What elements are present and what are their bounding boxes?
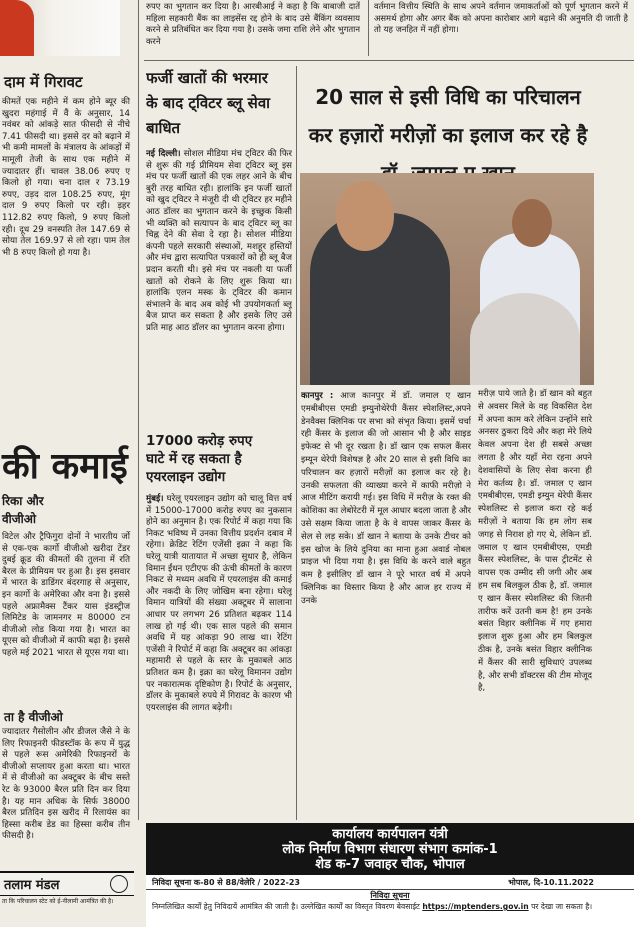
feature-col-2 [478,388,592,820]
tender-url[interactable]: https://mptenders.gov.in [422,902,529,911]
feature-body-1 [301,390,471,608]
twitter-dateline: नई दिल्ली। [146,149,181,159]
games-body: विटेल और ट्रैफिगुरा दोनों ने भारतीय र्जो से एक-एक कार्गो वीजीओ खरीदा टेंडर दुबई क्रूड की कीमतों की तुलना में रति बैरल के प्रीमियम पर हुआ है। इस इसवार में भारत के डाडिंगर बंदरगाह से अनुसार, इन कार्गो के अमेरिका और वना है। इससे पहले अफ्रामैक्स टैंकर यास इंडस्ट्रीज लिमिटेड के जामनगर म 80000 टन वीजीओ लोड किया गया है। भारत का यूएस को वीजीओ में काफी बढ़ा है। इससे पहले मई 2021 भारत से यूएस गया था। [2,532,130,658]
photo-attendant-head [512,199,552,247]
aviation-article [146,432,292,820]
twitter-headline: फर्जी खातों की भरमार के बाद ट्विटर ब्लू सेवा बाधित [146,69,271,137]
tender-notice [146,823,634,927]
tender-header [146,823,634,875]
top-rule [144,60,634,61]
twitter-body-text: सोशल मीडिया मंच ट्विटर की फिर से शुरू की गई प्रीमियम सेवा ट्विटर ब्लू इस मंच पर फर्जी खातों की एक लहर आने के बीच बुरी तरह बाधित रही। हालांकि इन फर्जी खातों को खुद ट्विटर ने मंजूरी दी थी ट्विटर हर महीने आठ डॉलर का भुगतान करने के इच्छुक किसी भी व्यक्ति को सत्यापन के बाद ट्विटर ब्लू का चिह्न देने की सेवा दे रहा है। सोशल मीडिया कंपनी पहले सरकारी संस्थाओं, मशहूर हस्तियों और मंच द्वारा सत्यापित पत्रकारों को ही ब्लू बैज प्रदान करती थी। इसे मंच पर नकली या फर्जी खातों को रोकने के लिए शुरू किया था। हालांकि एलन मस्क के ट्विटर की कमान संभालने के बाद अब कोई भी उपयोगकर्ता ब्लू बैज प्राप्त कर सकता है और इसके लिए उसे प्रति माह आठ डॉलर का भुगतान करना होगा। [146,149,292,333]
tender-notice-text [146,901,634,912]
banner-title: तलाम मंडल [4,878,60,893]
top-mid-text: रुपए का भुगतान कर दिया है। आरबीआई ने कहा है कि बाबाजी दातें महिला सहकारी बैंक का लाइसेंस रद्द होने के बाद उसे बैंकिंग व्यवसाय करने से प्रतिबंधित कर दिया गया है। उसके जमा राशि लेने और भुगतान करने [146,1,360,46]
inflation-headline: दाम में गिरावट [4,73,83,91]
aviation-body [146,494,292,714]
banner [0,871,134,896]
games-subhead: रिका और वीजीओ [2,494,44,526]
body-2: ज्यादातर गैसोलीन और डीजल जैसे ने के लिए रिफाइनरी फीडस्टॉक के रूप में युद्ध से पहले रूस अमेरिकी रिफाइनरों के वीजीओ सप्लायर हुआ करता था। भारत में से वीजीओ का अक्टूबर के बीच सस्ते रेट के 93000 बैरल प्रति दिन कर दिया है। यह मान अधिक के सिर्फ 38000 बैरल प्रतिदिन इस खरीद में रिलायंस का हिस्सा करीब डेड का हिस्सा करीब तीन फीसदी है। [2,727,130,842]
twitter-body [146,149,292,335]
tender-department: लोक निर्माण विभाग संधारण संभाग कमांक-1 [282,842,498,857]
photo-figure [0,0,34,56]
aviation-headline: 17000 करोड़ रुपए घाटे में रह सकता है एयरलाइन उद्योग [146,433,253,485]
inflation-body: कीमतें एक महीने में कम होने ब्यूर की खुदरा महंगाई में वैं के अनुसार, 14 नवंबर को आंकड़े सात फीसदी से नीचे 7.41 फीसदी था। इससे दर को बढ़ाने में भी कमी मामलों के मंत्रालय के आंकड़ों में मामूली तेजी के साथ एक महीने में ज्यादातर हीं। चावल 38.06 रुपए ए किलो हो गया। चना दाल र 73.19 रुपए, उड़द दाल 108.25 रुपए, मूंग दाल 9 रुपए किलो पर रही। ड़हर 112.82 रुपए किलो, 9 रुपए किलो रही। दूध 29 वनस्पति तेल 147.69 से सोया तेल 169.97 से लो रहा। पाम तेल भी 8 रुपए किलो हो गया है। [2,97,130,258]
tender-ref: निविदा सूचना क-80 से 88/वेलेरि / 2022-23 [152,878,300,887]
top-left-photo [0,0,120,56]
aviation-dateline: मुंबई। [146,494,164,504]
aviation-body-text: घरेलू एयरलाइन उद्योग को चालू वित्त वर्ष में 15000-17000 करोड़ रुपए का नुकसान होने का अनुमान है। एक रिपोर्ट में कहा गया कि निकट भविष्य में उनका वित्तीय प्रदर्शन दबाव में रहेगा। क्रेडिट रेटिंग एजेंसी इक्रा ने कहा कि घरेलू यात्री यातायात में अच्छा सुधार है, लेकिन विमान ईंधन एटीएफ की ऊंची कीमतों के कारण निकट से मध्यम अवधि में एयरलाइंस की कमाई और नकदी के लिए जोखिम बना रहेगा। घरेलू विमान यात्रियों की संख्या अक्टूबर में सालाना आधार पर लगभग 26 प्रतिशत बढ़कर 114 लाख हो गई थी। एक साल पहले की समान अवधि में यह आंकड़ा 90 लाख था। रेटिंग एजेंसी ने रिपोर्ट में कहा कि अक्टूबर का आंकड़ा महामारी से पहले के स्तर के मुकाबले आठ प्रतिशत कम है। इक्रा का घरेलू विमानन उद्योग पर नकारात्मक दृष्टिकोण है। रिपोर्ट के अनुसार, डॉलर के मुकाबले रुपये में गिरावट के कारण भी एयरलाइंस की लागत बढ़ेगी। [146,494,292,713]
left-column [0,0,134,927]
tender-url-suffix: पर देखा जा सकता है। [531,902,593,911]
doctor-photo [300,173,594,385]
emblem-icon [110,875,128,893]
twitter-article [146,66,292,426]
tender-address: शेड क-7 जवाहर चौक, भोपाल [315,857,465,872]
tender-notice-title: निविदा सूचना [370,891,410,900]
column-divider-2 [296,66,297,820]
tender-ref-row [146,875,634,890]
column-divider-top [368,0,369,56]
subhead-2: ता है वीजीओ [4,710,63,724]
feature-dateline: कानपुर : [301,391,334,401]
big-headline: की कमाई [2,446,128,487]
feature-body-2: मरीज़ पाये जाते है। डॉ खान को बहुत से अवसर मिले के वह विकसित देश में अपना काम करे लेकिन उन्होंने सारे अनसर ठुकरा दिये और कहा मेरे लिये केवल अपना देश ही सबसे अच्छा लगता है और यहाँ मेरा रहना अपने देशवासियों के लिए सेवा करना ही मेरा कर्तव्य है। डॉ. जमाल ए खान एमबीबीएस, एमडी इम्युन थेरेपी कैंसर स्पेशलिस्ट से इलाज करा रहे कई मरीज़ों ने बताया कि हम लोग सब जगह से निराश हो गए थे, लेकिन डॉ. जमाल ए खान एमबीबीएस, एमडी कैंसर स्पेशलिस्ट, के पास ट्रीटमेंट से वापस एक उम्मीद सी जगी और अब हम सब बिलकुल ठीक है, डॉ. जमाल ए खान कैंसर स्पेशलिस्ट की जितनी तारीफ करें उतनी कम है! हम उनके बसंत विहार क्लीनिक में गए हमारा इलाज शुरू हुआ और हम बिलकुल ठीक है, उनके बसंत विहार क्लीनिक में कैंसर की सारी सुविधाएं उपलब्ध है, और सभी डॉक्टरस की टीम मोजूद है, [478,389,592,694]
feature-col-1 [301,390,471,820]
feature-headline: 20 साल से इसी विधि का परिचालन कर हज़ारों मरीज़ों का इलाज कर रहे है [308,85,588,147]
tender-notice-body: निम्नलिखित कार्यों हेतु निविदायें आमंत्रित की जाती है। उल्लेखित कार्यों का विस्तृत विवरण बेवसाईट [152,902,420,911]
column-divider-1 [138,0,139,820]
photo-doctor-head [336,181,394,251]
tender-office: कार्यालय कार्यपालन यंत्री [332,827,448,842]
top-right-text: वर्तमान वित्तीय स्थिति के साथ अपने वर्तमान जमाकर्ताओं को पूर्ण भुगतान करने में असमर्थ होगा और अगर बैंक को अपना कारोबार आगे बढ़ाने की अनुमति दी जाती है तो यह जनहित में नहीं होगा। [374,1,628,34]
tender-date: भोपाल, दि-10.11.2022 [508,878,594,887]
banner-small: ता कि परिचालन स्टेट को ई-नीलामी आमंत्रित की है। [2,898,114,905]
photo-patient [470,293,580,385]
feature-col1-text: आज कानपुर में डॉ. जमाल ए खान एमबीबीएस एमडी इम्युनोथेरेपी कैंसर स्पेशलिस्ट,अपने डेनवैक्स क्लिनिक पर सभा को संभृत किया। इसमें चर्चा रही कैंसर के इलाज की जो आसान भी है और साइड इफेक्ट से भी दूर रखता है। डॉ खान एक सफल कैंसर इम्यून थेरेपी विशेषज्ञ है और 20 साल से इसी विधि का परिचालन कर हज़ारों मरीज़ों का इलाज कर रहे है। उनकी सफलता की व्याख्या करने में काफी मरीज़ो ने आज मीटिंग करायी गई। इस विधि में मरीज़ के रक्त की कोशिका का लेबोरेटरी में मूल आधार बदला जाता है और उसे सक्षम किया जाता है के वे वापस जाकर कैंसर के सेल से लड़ सके। डॉ खान ने बताया के उनके टीचर को इस खोज के लिये दुनिया का माना हुआ अवार्ड नोबल प्राइज भी दिया गया है। इस विधि के करने वाले बहुत कम है इसीलिए डॉ खान ने पूरे भारत वर्ष में अपने क्लिनिक का विस्तार किया है और आज हर राज्य में उनके [301,391,471,606]
